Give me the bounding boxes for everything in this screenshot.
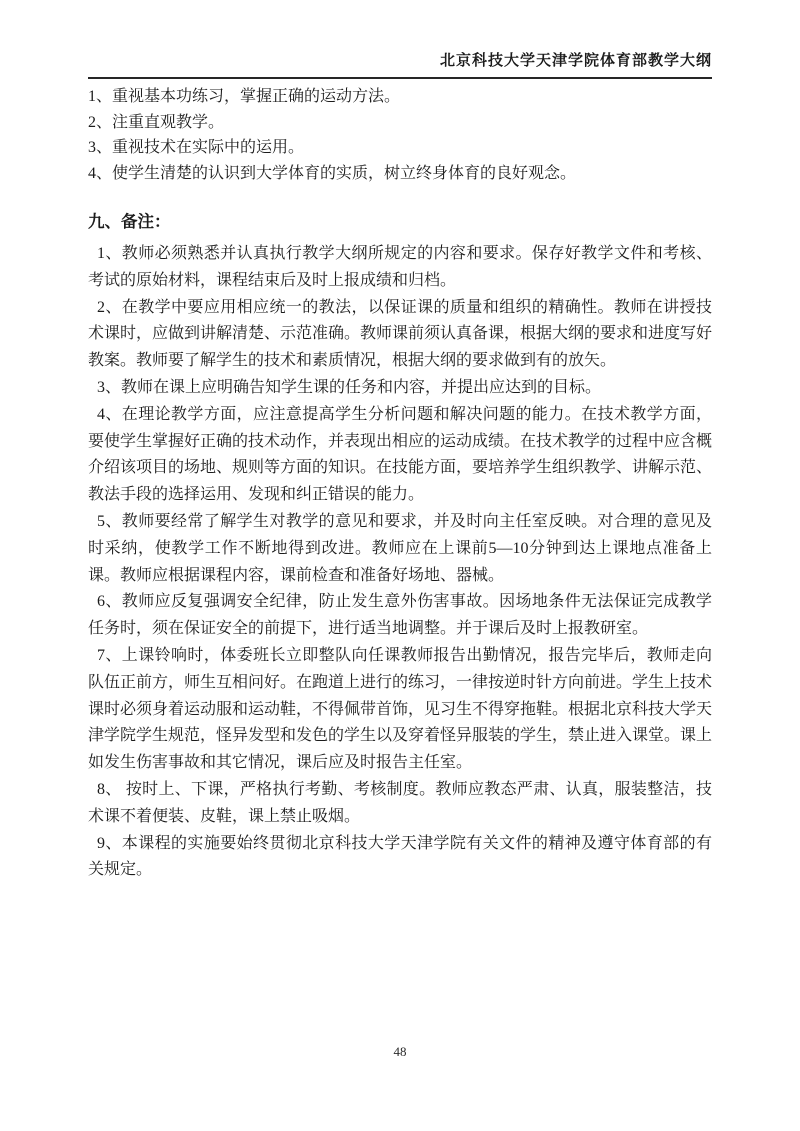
intro-item-1: 1、重视基本功练习，掌握正确的运动方法。 [88,88,401,105]
note-paragraph-8: 8、 按时上、下课，严格执行考勤、考核制度。教师应教态严肃、认真，服装整洁，技术课不着便装、皮鞋，课上禁止吸烟。 [88,780,712,825]
notes-list [88,241,712,884]
note-paragraph-2: 2、在教学中要应用相应统一的教法，以保证课的质量和组织的精确性。教师在讲授技术课时，应做到讲解清楚、示范准确。教师课前须认真备课，根据大纲的要求和进度写好教案。教师要了解学生的技术和素质情况，根据大纲的要求做到有的放矢。 [88,298,713,370]
page-number: 48 [393,1044,407,1059]
note-paragraph-9: 9、本课程的实施要始终贯彻北京科技大学天津学院有关文件的精神及遵守体育部的有关规定。 [88,834,712,879]
note-paragraph-3: 3、教师在课上应明确告知学生课的任务和内容，并提出应达到的目标。 [97,378,602,396]
note-paragraph-4: 4、在理论教学方面，应注意提高学生分析问题和解决问题的能力。在技术教学方面，要使学生掌握好正确的技术动作，并表现出相应的运动成绩。在技术教学的过程中应含概介绍该项目的场地、规则等方面的知识。在技能方面，要培养学生组织教学、讲解示范、教法手段的选择运用、发现和纠正错误的能力。 [88,405,713,504]
note-paragraph-7: 7、上课铃响时，体委班长立即整队向任课教师报告出勤情况，报告完毕后，教师走向队伍正前方，师生互相问好。在跑道上进行的练习，一律按逆时针方向前进。学生上技术课时必须身着运动服和运动鞋，不得佩带首饰，见习生不得穿拖鞋。根据北京科技大学天津学院学生规范，怪异发型和发色的学生以及穿着怪异服装的学生，禁止进入课堂。课上如发生伤害事故和其它情况，课后应及时报告主任室。 [88,646,713,772]
intro-item-2: 2、注重直观教学。 [88,113,225,131]
header-title: 北京科技大学天津学院体育部教学大纲 [439,53,712,69]
intro-item-3: 3、重视技术在实际中的运用。 [88,139,305,156]
note-paragraph-1: 1、教师必须熟悉并认真执行教学大纲所规定的内容和要求。保存好教学文件和考核、考试的原始材料，课程结束后及时上报成绩和归档。 [88,245,712,289]
intro-list [88,84,712,186]
intro-item-4: 4、使学生清楚的认识到大学体育的实质，树立终身体育的良好观念。 [88,164,577,182]
page-header [88,50,712,79]
note-paragraph-5: 5、教师要经常了解学生对教学的意见和要求，并及时向主任室反映。对合理的意见及时采纳，使教学工作不断地得到改进。教师应在上课前5—10分钟到达上课地点准备上课。教师应根据课程内容，课前检查和准备好场地、器械。 [88,512,712,584]
section-heading: 九、备注： [88,212,171,231]
note-paragraph-6: 6、教师应反复强调安全纪律，防止发生意外伤害事故。因场地条件无法保证完成教学任务时，须在保证安全的前提下，进行适当地调整。并于课后及时上报教研室。 [88,593,712,638]
